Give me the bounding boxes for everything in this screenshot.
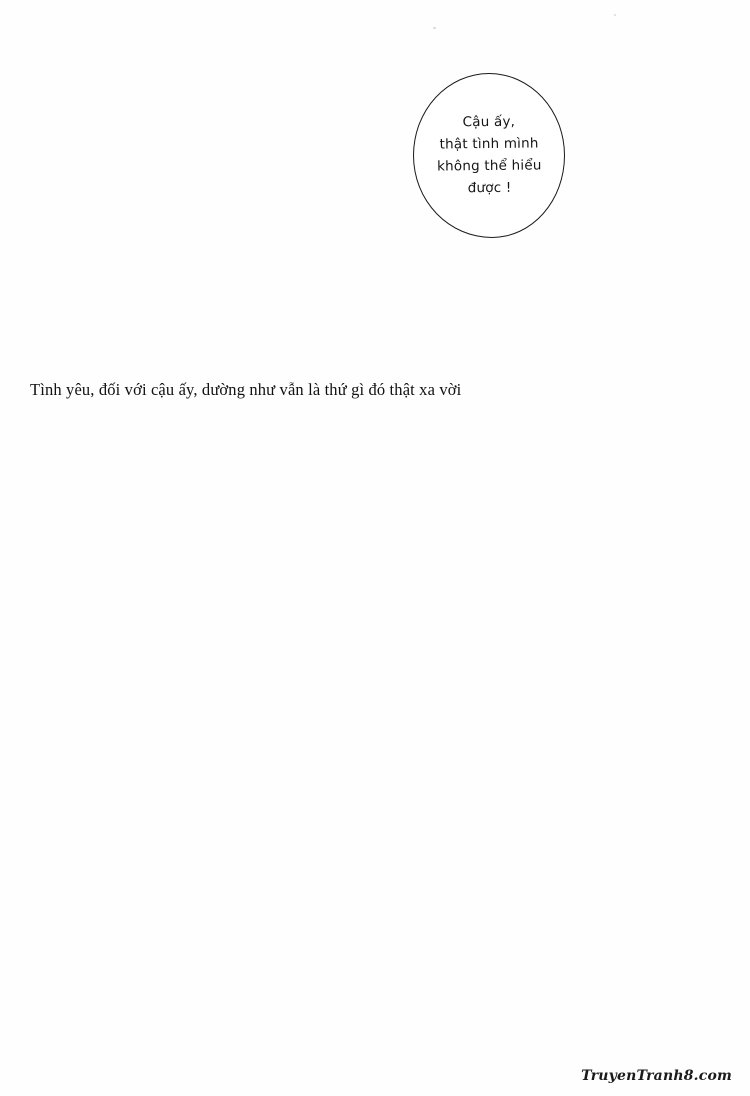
narration-caption: Tình yêu, đối với cậu ấy, dường như vẫn là thứ gì đó thật xa vời — [30, 380, 462, 399]
scan-speck-icon — [433, 27, 436, 29]
site-watermark: TruyenTranh8.com — [581, 1068, 732, 1084]
speech-balloon — [413, 73, 565, 238]
scan-speck-icon — [614, 14, 616, 16]
speech-balloon-text: Cậu ấy, thật tình mình không thể hiểu được ! — [436, 113, 542, 196]
